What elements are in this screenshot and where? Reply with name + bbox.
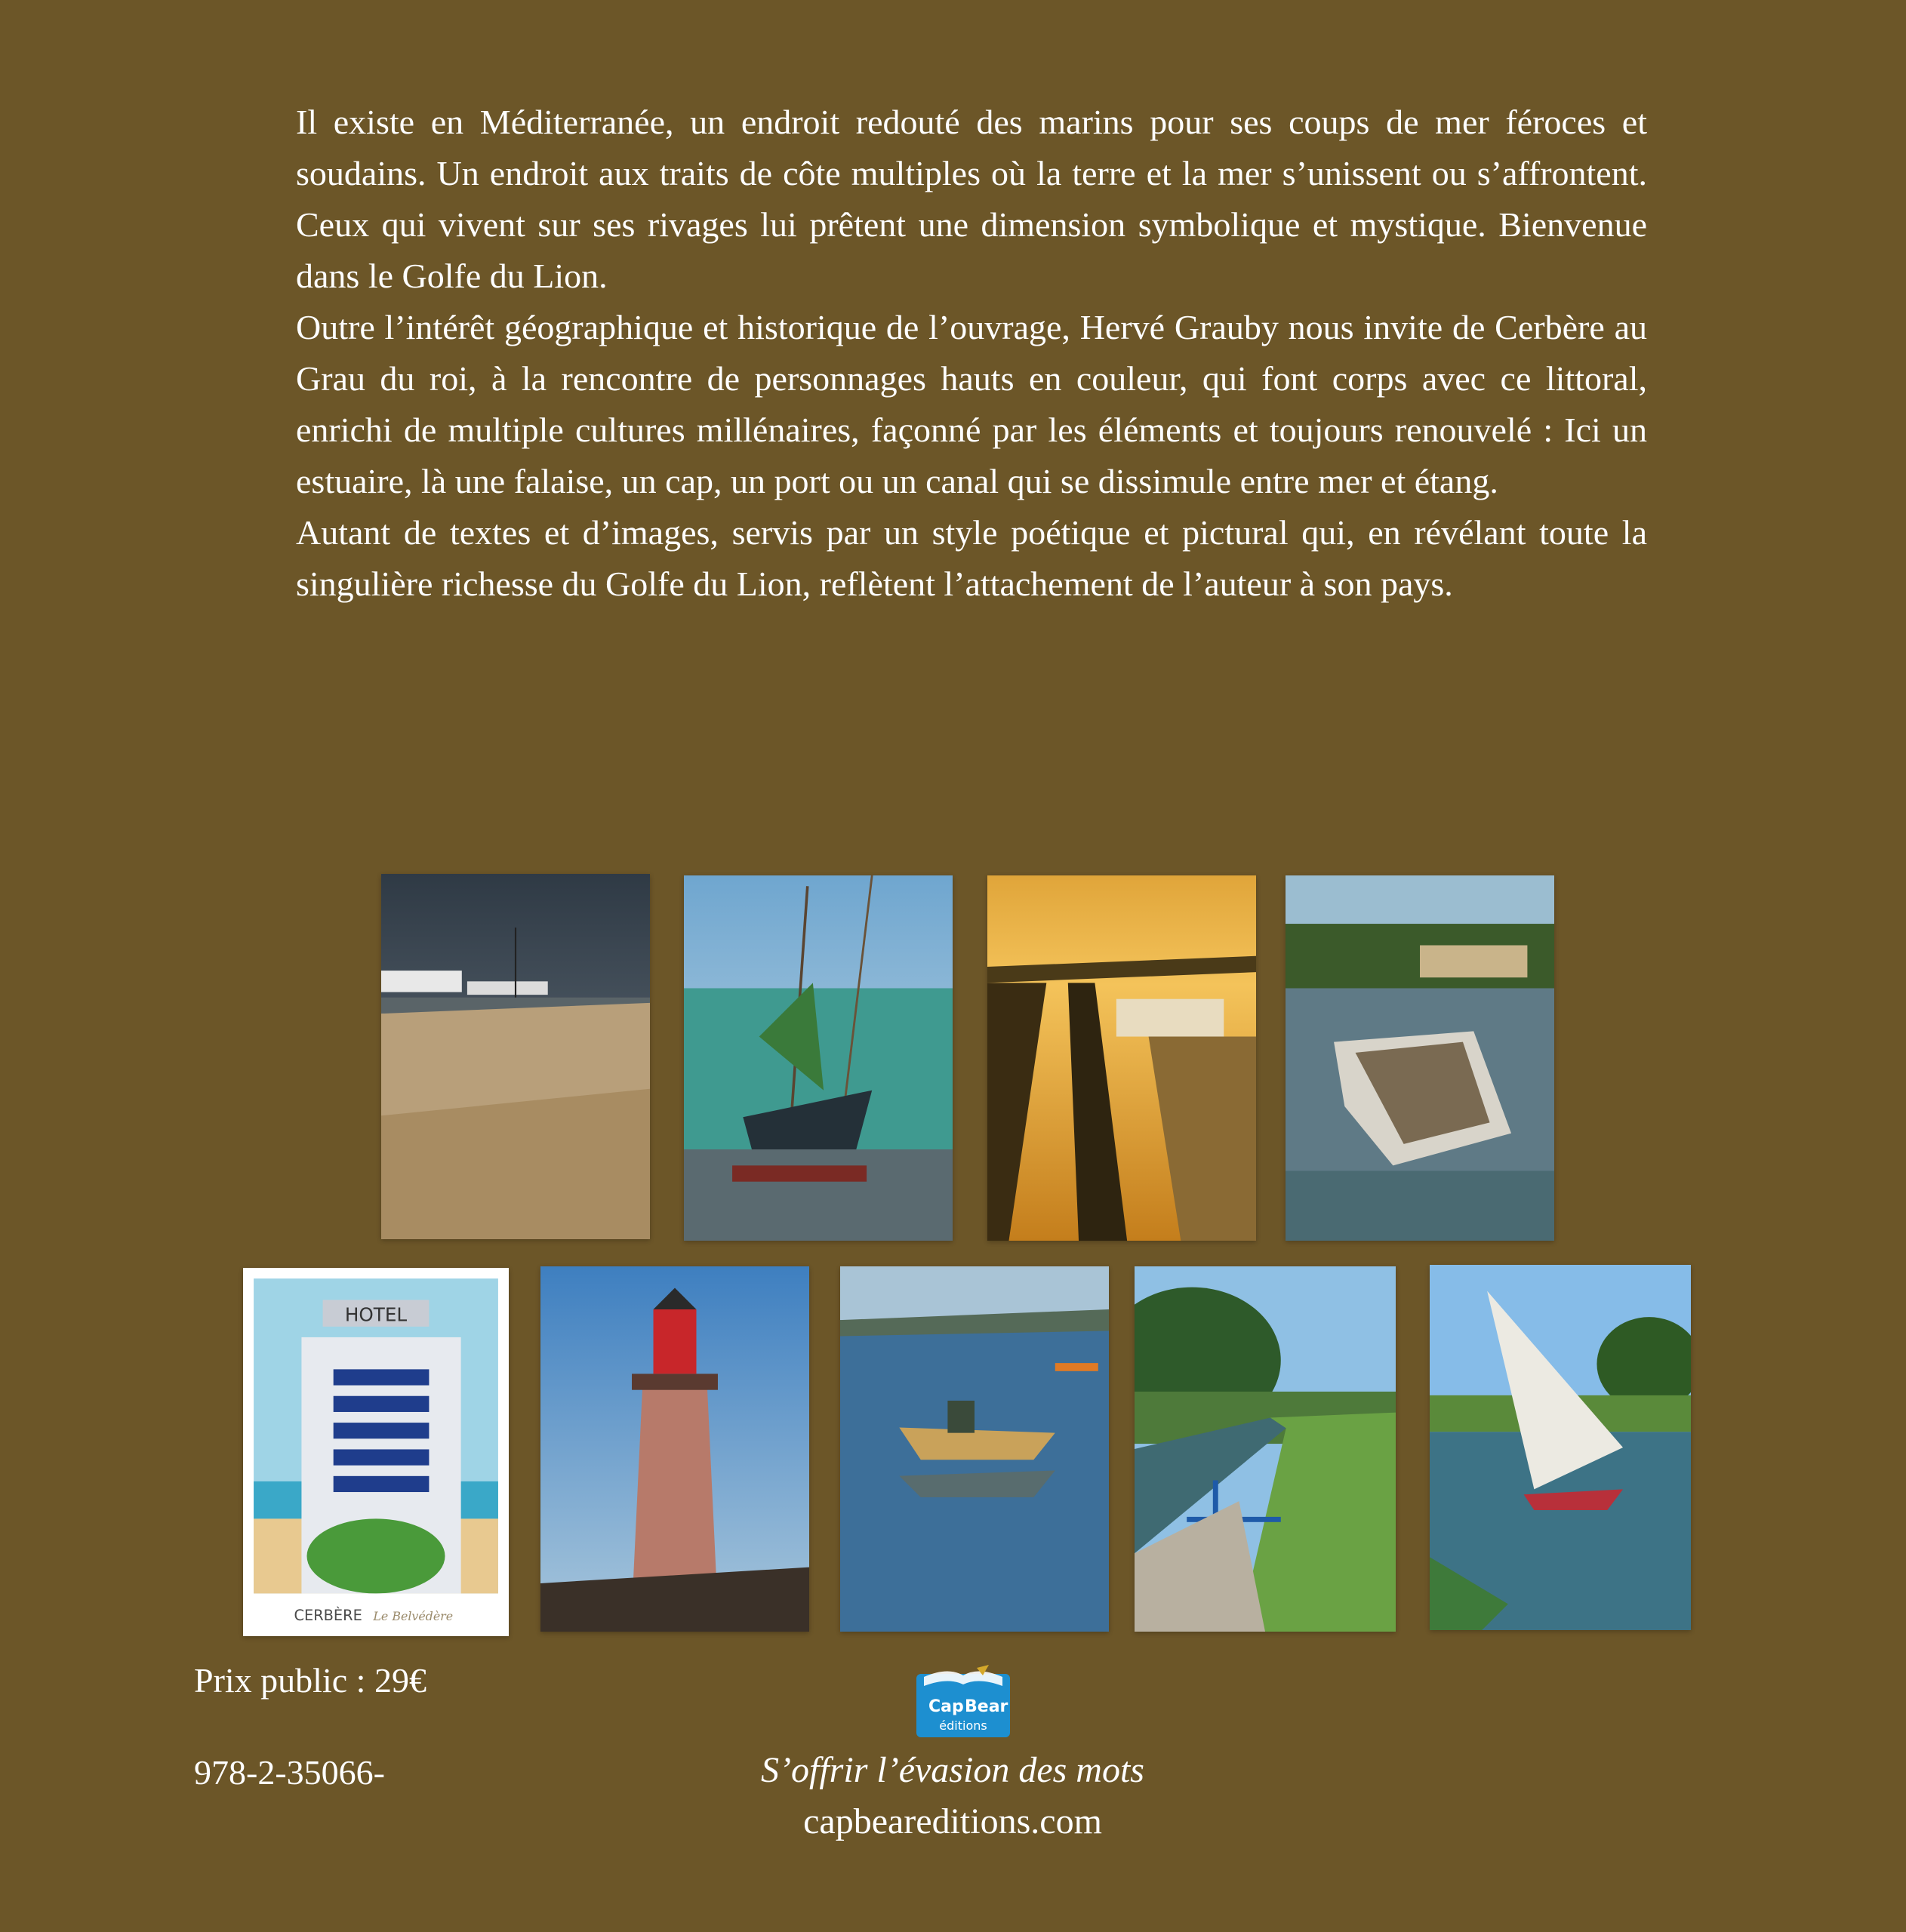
capbear-logo (910, 1663, 1016, 1739)
photo-lighthouse (540, 1266, 809, 1632)
price-label: Prix public : 29€ (194, 1661, 426, 1700)
blurb-paragraph-2: Outre l’intérêt géographique et historique de l’ouvrage, Hervé Grauby nous invite de Cerbère au Grau du roi, à la rencontre de personnages hauts en couleur, qui font corps avec ce littoral, enrichi de multiple cultures millénaires, façonné par les éléments et toujours renouvelé : Ici un estuaire, là une falaise, un cap, un port ou un canal qui se dissimule entre mer et étang. (296, 308, 1647, 500)
publisher-website[interactable]: capbeareditions.com (803, 1801, 1102, 1841)
logo-text-bear: Bear (965, 1697, 1008, 1716)
poster-hotel-sign: HOTEL (344, 1303, 408, 1326)
logo-text-cap: Cap (928, 1697, 964, 1716)
blurb-paragraph-3: Autant de textes et d’images, servis par un style poétique et pictural qui, en révélant toute la singulière richesse du Golfe du Lion, reflètent l’attachement de l’auteur à son pays. (296, 513, 1647, 603)
logo-text-editions: éditions (939, 1718, 987, 1733)
back-cover-blurb (296, 97, 1647, 610)
poster-hotel-cerbere (243, 1268, 509, 1636)
poster-town-name: CERBÈRE (294, 1606, 362, 1624)
photo-lateen-sail (1430, 1265, 1691, 1630)
photo-rowboat-river (1286, 875, 1554, 1241)
publisher-tagline: S’offrir l’évasion des mots (761, 1750, 1144, 1790)
photo-stormy-beach (381, 874, 650, 1239)
photo-boat-reflection (840, 1266, 1109, 1632)
blurb-paragraph-1: Il existe en Méditerranée, un endroit redouté des marins pour ses coups de mer féroces et soudains. Un endroit aux traits de côte multiples où la terre et la mer s’unissent ou s’affrontent. Ceux qui vivent sur ses rivages lui prêtent une dimension symbolique et mystique. Bienvenue dans le Golfe du Lion. (296, 103, 1647, 295)
poster-script-name: Le Belvédère (373, 1608, 454, 1623)
photo-canal-lock (1135, 1266, 1396, 1632)
isbn-number: 978-2-35066- (194, 1753, 385, 1792)
photo-sailboat-launch (684, 875, 953, 1241)
photo-golden-canal (987, 875, 1256, 1241)
